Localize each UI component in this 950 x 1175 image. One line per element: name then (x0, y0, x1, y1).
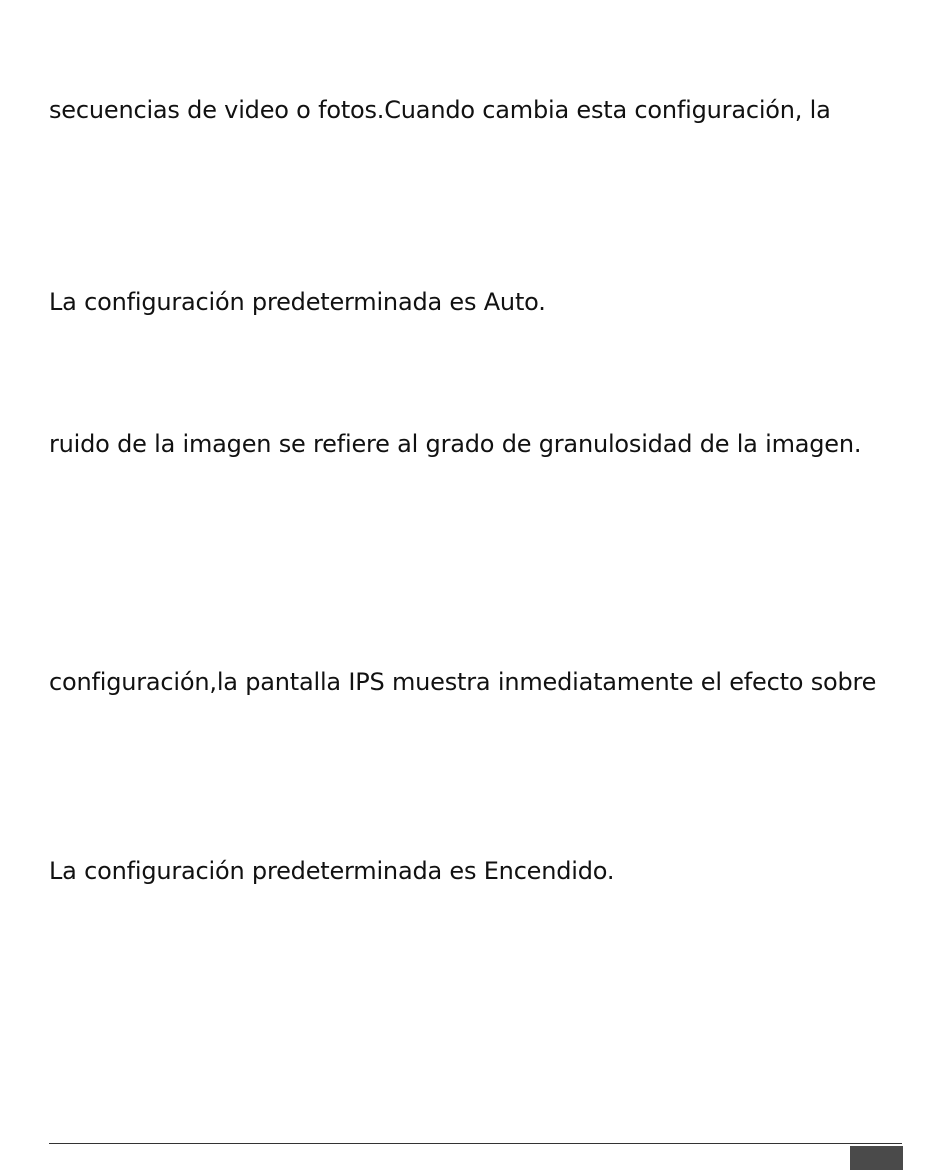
text-line-4: configuración,la pantalla IPS muestra inmediatamente el efecto sobre (49, 668, 877, 696)
footer-divider (49, 1143, 902, 1144)
text-line-5: La configuración predeterminada es Encendido. (49, 857, 615, 885)
text-line-3: ruido de la imagen se refiere al grado de granulosidad de la imagen. (49, 430, 862, 458)
page-number-tab (850, 1146, 903, 1170)
text-line-1: secuencias de video o fotos.Cuando cambia esta configuración, la (49, 96, 831, 124)
text-line-2: La configuración predeterminada es Auto. (49, 288, 546, 316)
